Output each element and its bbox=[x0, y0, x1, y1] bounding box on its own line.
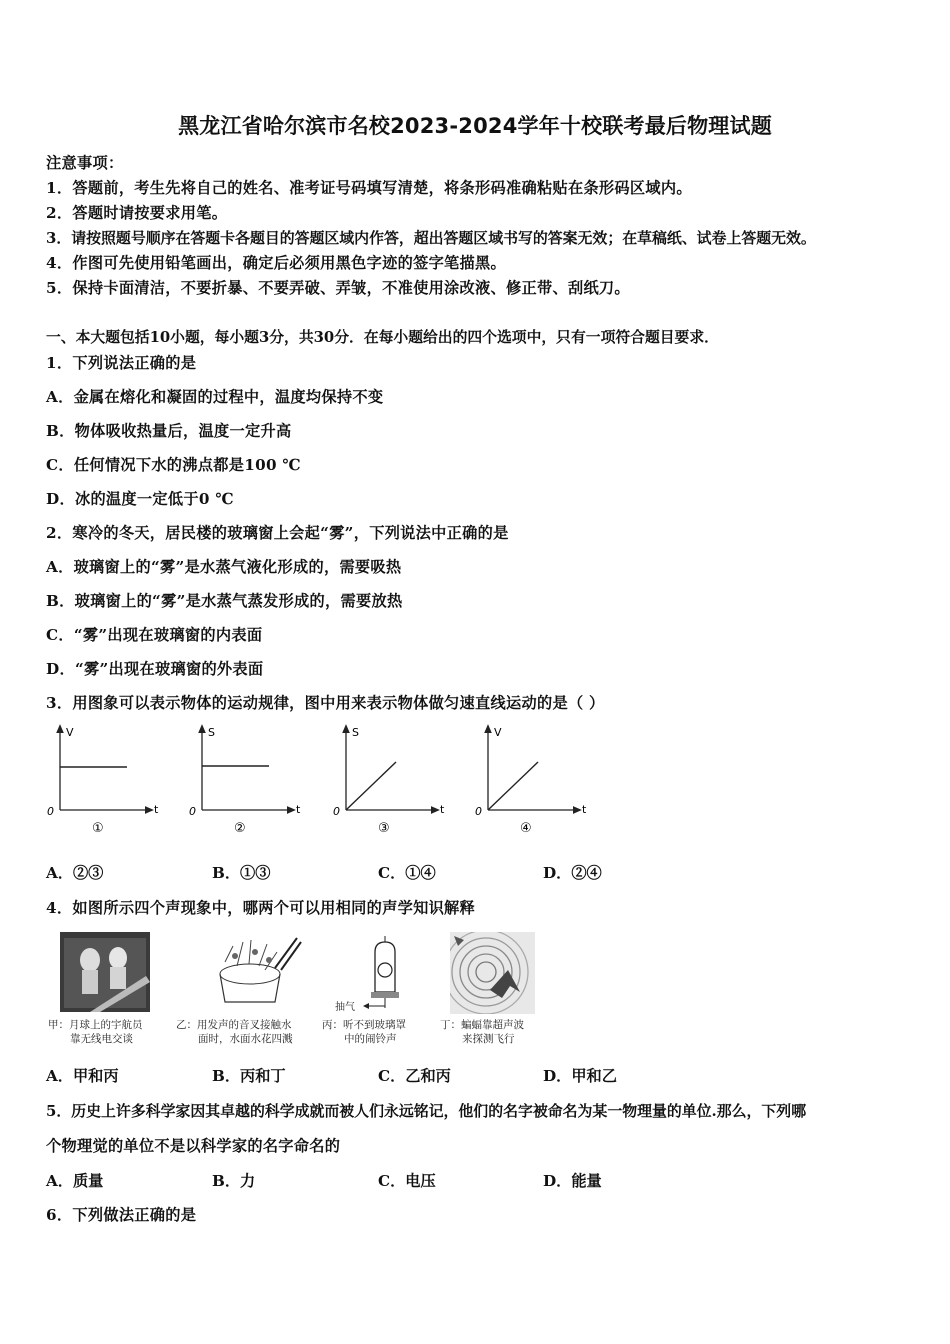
origin-label: 0 bbox=[189, 805, 196, 818]
notice-item: 2．答题时请按要求用笔。 bbox=[46, 204, 228, 222]
caption-bing: 丙：听不到玻璃罩 中的闹铃声 bbox=[322, 1019, 406, 1045]
q5-stem-line2: 个物理觉的单位不是以科学家的名字命名的 bbox=[46, 1137, 341, 1155]
q2-option: C．“雾”出现在玻璃窗的内表面 bbox=[46, 626, 263, 644]
x-label: t bbox=[296, 803, 301, 816]
q6-stem: 6．下列做法正确的是 bbox=[46, 1206, 197, 1224]
pump-label: 抽气 bbox=[335, 1002, 355, 1013]
notice-item: 5．保持卡面清洁，不要折暴、不要弄破、弄皱，不准使用涂改液、修正带、刮纸刀。 bbox=[46, 279, 630, 297]
graph-number: ② bbox=[234, 821, 246, 836]
tuning-fork-water-picture bbox=[205, 932, 305, 1012]
q1-option: A．金属在熔化和凝固的过程中，温度均保持不变 bbox=[46, 388, 384, 406]
caption-yi: 乙：用发声的音叉接触水 面时，水面水花四溅 bbox=[176, 1019, 293, 1045]
section-heading: 一、本大题包括10小题，每小题3分，共30分．在每小题给出的四个选项中，只有一项符合题目要求． bbox=[46, 329, 719, 346]
graph-number: ① bbox=[92, 821, 104, 836]
q4-option: D．甲和乙 bbox=[543, 1067, 617, 1085]
graph-line bbox=[346, 762, 396, 810]
notice-item: 3．请按照题号顺序在答题卡各题目的答题区域内作答，超出答题区域书写的答案无效；在草稿纸、试卷上答题无效。 bbox=[46, 229, 816, 247]
y-label: S bbox=[208, 726, 215, 739]
bat-picture bbox=[450, 932, 535, 1014]
origin-label: 0 bbox=[333, 805, 340, 818]
x-label: t bbox=[582, 803, 587, 816]
x-label: t bbox=[440, 803, 445, 816]
q1-option: D．冰的温度一定低于0 ℃ bbox=[46, 490, 234, 508]
q5-stem-line1: 5．历史上许多科学家因其卓越的科学成就而被人们永远铭记，他们的名字被命名为某一物理量的单位.那么，下列哪 bbox=[46, 1102, 807, 1120]
notice-item: 1．答题前，考生先将自己的姓名、准考证号码填写清楚，将条形码准确粘贴在条形码区域内。 bbox=[46, 179, 692, 197]
bell-jar-picture bbox=[335, 932, 435, 1017]
q1-option: C．任何情况下水的沸点都是100 ℃ bbox=[46, 456, 301, 474]
graph-number: ④ bbox=[520, 821, 532, 836]
q2-stem: 2．寒冷的冬天，居民楼的玻璃窗上会起“雾”，下列说法中正确的是 bbox=[46, 524, 509, 542]
q1-stem: 1．下列说法正确的是 bbox=[46, 354, 197, 372]
y-label: V bbox=[494, 726, 502, 739]
q2-option: B．玻璃窗上的“雾”是水蒸气蒸发形成的，需要放热 bbox=[46, 592, 403, 610]
q3-stem: 3．用图象可以表示物体的运动规律，图中用来表示物体做匀速直线运动的是（ ） bbox=[46, 694, 605, 712]
q1-option: B．物体吸收热量后，温度一定升高 bbox=[46, 422, 292, 440]
graph-4 bbox=[475, 726, 587, 836]
y-label: V bbox=[66, 726, 74, 739]
caption-ding: 丁：蝙蝠靠超声波 来探测飞行 bbox=[440, 1019, 524, 1045]
y-label: S bbox=[352, 726, 359, 739]
q5-option: D．能量 bbox=[543, 1172, 602, 1190]
notice-heading: 注意事项： bbox=[46, 154, 124, 172]
q3-option: C．①④ bbox=[378, 864, 436, 882]
graph-3 bbox=[333, 726, 445, 836]
q4-option: A．甲和丙 bbox=[46, 1067, 119, 1085]
graph-number: ③ bbox=[378, 821, 390, 836]
x-label: t bbox=[154, 803, 159, 816]
graph-2 bbox=[189, 726, 301, 836]
q3-option: B．①③ bbox=[212, 864, 271, 882]
graph-1 bbox=[47, 726, 159, 836]
q3-option: A．②③ bbox=[46, 864, 104, 882]
origin-label: 0 bbox=[475, 805, 482, 818]
q3-option: D．②④ bbox=[543, 864, 602, 882]
origin-label: 0 bbox=[47, 805, 54, 818]
caption-jia: 甲：月球上的宇航员 靠无线电交谈 bbox=[48, 1019, 143, 1045]
q2-option: A．玻璃窗上的“雾”是水蒸气液化形成的，需要吸热 bbox=[46, 558, 402, 576]
q5-option: C．电压 bbox=[378, 1172, 436, 1190]
q2-option: D．“雾”出现在玻璃窗的外表面 bbox=[46, 660, 264, 678]
q4-option: C．乙和丙 bbox=[378, 1067, 451, 1085]
graph-line bbox=[488, 762, 538, 810]
q4-option: B．丙和丁 bbox=[212, 1067, 286, 1085]
notice-item: 4．作图可先使用铅笔画出，确定后必须用黑色字迹的签字笔描黑。 bbox=[46, 254, 507, 272]
astronaut-picture bbox=[60, 932, 150, 1012]
q5-option: B．力 bbox=[212, 1172, 256, 1190]
q3-graphs bbox=[40, 722, 610, 840]
page-title: 黑龙江省哈尔滨市名校2023-2024学年十校联考最后物理试题 bbox=[178, 114, 772, 138]
q5-option: A．质量 bbox=[46, 1172, 104, 1190]
q4-stem: 4．如图所示四个声现象中，哪两个可以用相同的声学知识解释 bbox=[46, 899, 476, 917]
